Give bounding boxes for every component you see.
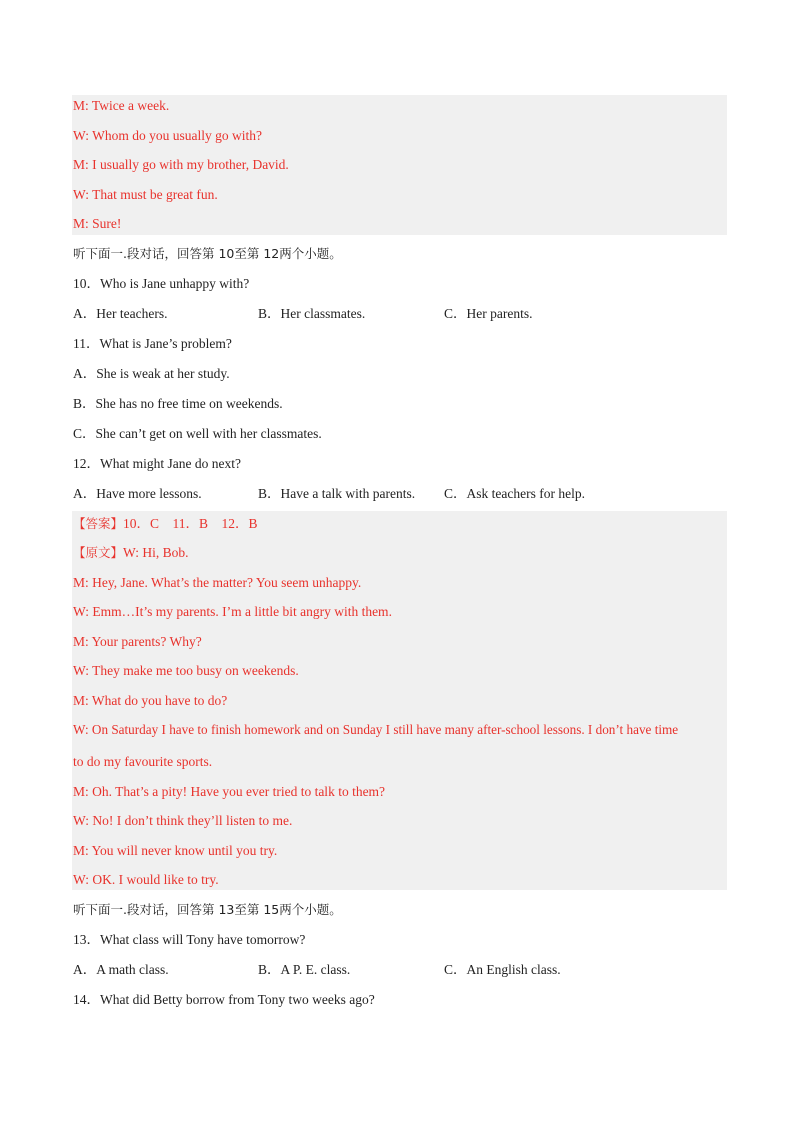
transcript-line: M: Your parents? Why? <box>73 634 202 649</box>
answer-label: 【答案】 <box>73 516 124 531</box>
question-10: 10．Who is Jane unhappy with? <box>73 276 250 291</box>
original-first: W: Hi, Bob. <box>123 545 189 560</box>
option-c: C．She can’t get on well with her classmates. <box>73 426 322 441</box>
transcript-line: M: What do you have to do? <box>73 693 228 708</box>
transcript-line: W: They make me too busy on weekends. <box>73 663 299 678</box>
original-line <box>73 544 189 562</box>
question-11: 11．What is Jane’s problem? <box>73 336 232 351</box>
option-b: B．Have a talk with parents. <box>258 486 416 501</box>
section-instruction: 听下面一.段对话，回答第 13至第 15两个小题。 <box>73 902 342 917</box>
option-c: C．An English class. <box>444 962 561 977</box>
transcript-line: W: No! I don’t think they’ll listen to me. <box>73 813 293 828</box>
question-13: 13．What class will Tony have tomorrow? <box>73 932 306 947</box>
option-a: A．She is weak at her study. <box>73 366 230 381</box>
transcript-line: M: I usually go with my brother, David. <box>73 157 289 172</box>
option-a: A．A math class. <box>73 962 169 977</box>
transcript-line: W: On Saturday I have to finish homework and on Sunday I still have many after-school lessons. I don’t have time <box>73 722 679 737</box>
transcript-line: W: That must be great fun. <box>73 187 218 202</box>
original-label: 【原文】 <box>73 545 124 560</box>
question-14: 14．What did Betty borrow from Tony two weeks ago? <box>73 992 375 1007</box>
option-b: B．She has no free time on weekends. <box>73 396 283 411</box>
transcript-line: M: Oh. That’s a pity! Have you ever tried to talk to them? <box>73 784 386 799</box>
option-c: C．Ask teachers for help. <box>444 486 585 501</box>
transcript-line: W: Whom do you usually go with? <box>73 128 262 143</box>
transcript-line: W: Emm…It’s my parents. I’m a little bit angry with them. <box>73 604 392 619</box>
option-b: B．A P. E. class. <box>258 962 351 977</box>
answer-line <box>73 515 258 533</box>
section-instruction: 听下面一.段对话，回答第 10至第 12两个小题。 <box>73 246 342 261</box>
question-12: 12．What might Jane do next? <box>73 456 241 471</box>
answer-text: 10．C 11．B 12．B <box>123 516 258 531</box>
transcript-line: M: Twice a week. <box>73 98 170 113</box>
transcript-line: M: You will never know until you try. <box>73 843 278 858</box>
option-c: C．Her parents. <box>444 306 533 321</box>
option-b: B．Her classmates. <box>258 306 366 321</box>
transcript-line: M: Sure! <box>73 216 122 231</box>
transcript-line: W: OK. I would like to try. <box>73 872 219 887</box>
option-a: A．Her teachers. <box>73 306 168 321</box>
option-a: A．Have more lessons. <box>73 486 202 501</box>
transcript-line: M: Hey, Jane. What’s the matter? You seem unhappy. <box>73 575 362 590</box>
transcript-line: to do my favourite sports. <box>73 754 213 769</box>
